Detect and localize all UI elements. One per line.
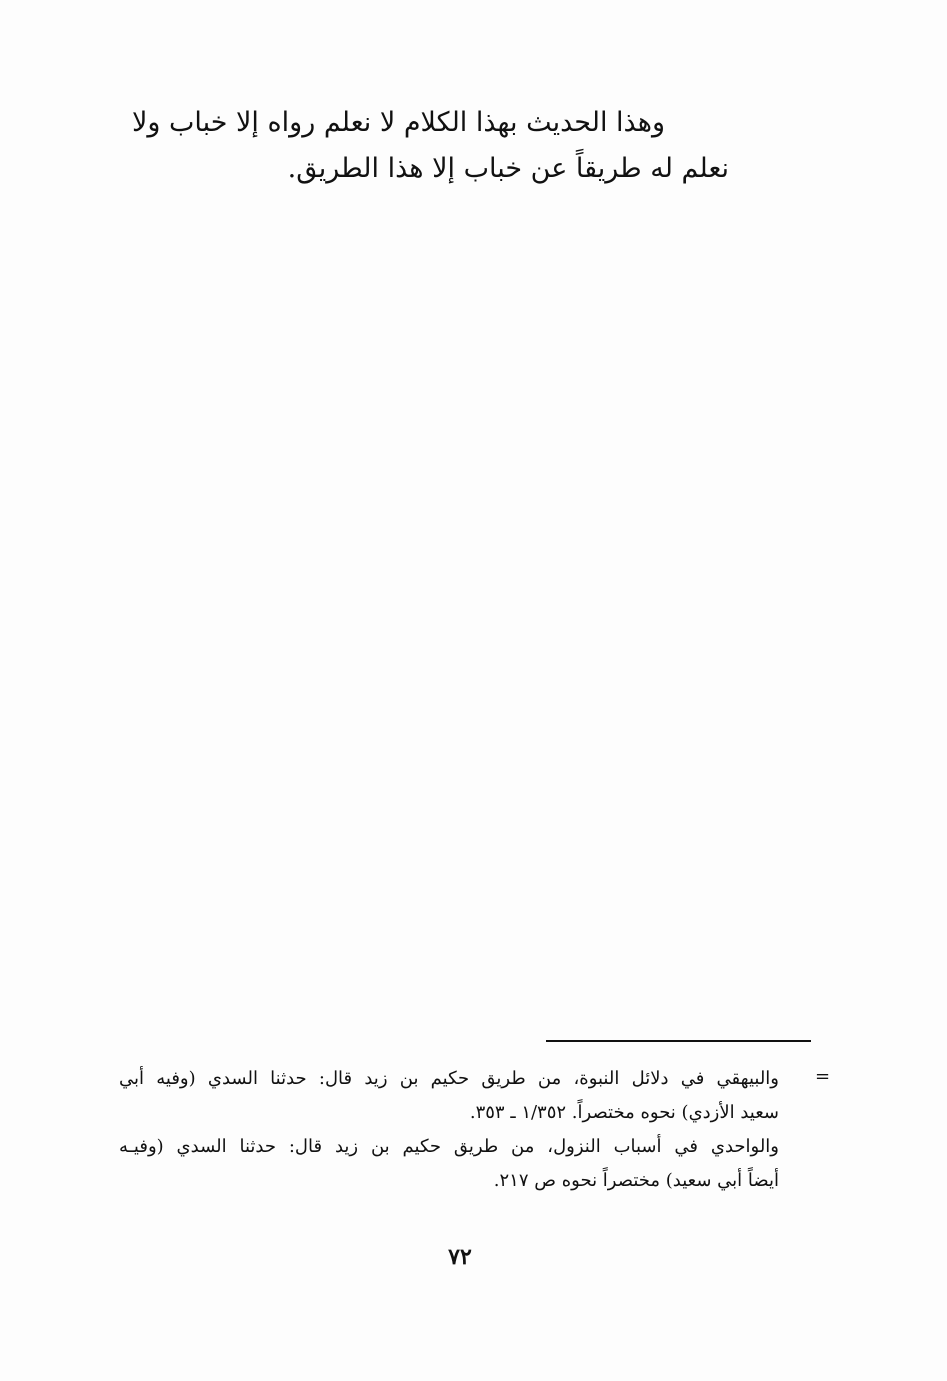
footnotes-block <box>119 1062 779 1198</box>
main-text-line-1: وهذا الحديث بهذا الكلام لا نعلم رواه إلا خباب ولا <box>131 107 665 138</box>
main-text-line-2: نعلم له طريقاً عن خباب إلا هذا الطريق. <box>287 153 729 184</box>
footnote-separator <box>546 1040 811 1042</box>
footnote-line-1: والبيهقي في دلائل النبوة، من طريق حكيم بن زيد قال: حدثنا السدي (وفيه أبي <box>119 1068 780 1089</box>
page-number: ٧٢ <box>448 1244 472 1270</box>
footnote-line-4: أيضاً أبي سعيد) مختصراً نحوه ص ٢١٧. <box>493 1170 779 1191</box>
footnote-line-3: والواحدي في أسباب النزول، من طريق حكيم بن زيد قال: حدثنا السدي (وفيـه <box>119 1136 779 1157</box>
footnote-continuation-mark: = <box>815 1066 831 1087</box>
footnote-line-2: سعيد الأزدي) نحوه مختصراً. ١/٣٥٢ ـ ٣٥٣. <box>469 1102 779 1123</box>
main-text-block <box>129 100 729 192</box>
